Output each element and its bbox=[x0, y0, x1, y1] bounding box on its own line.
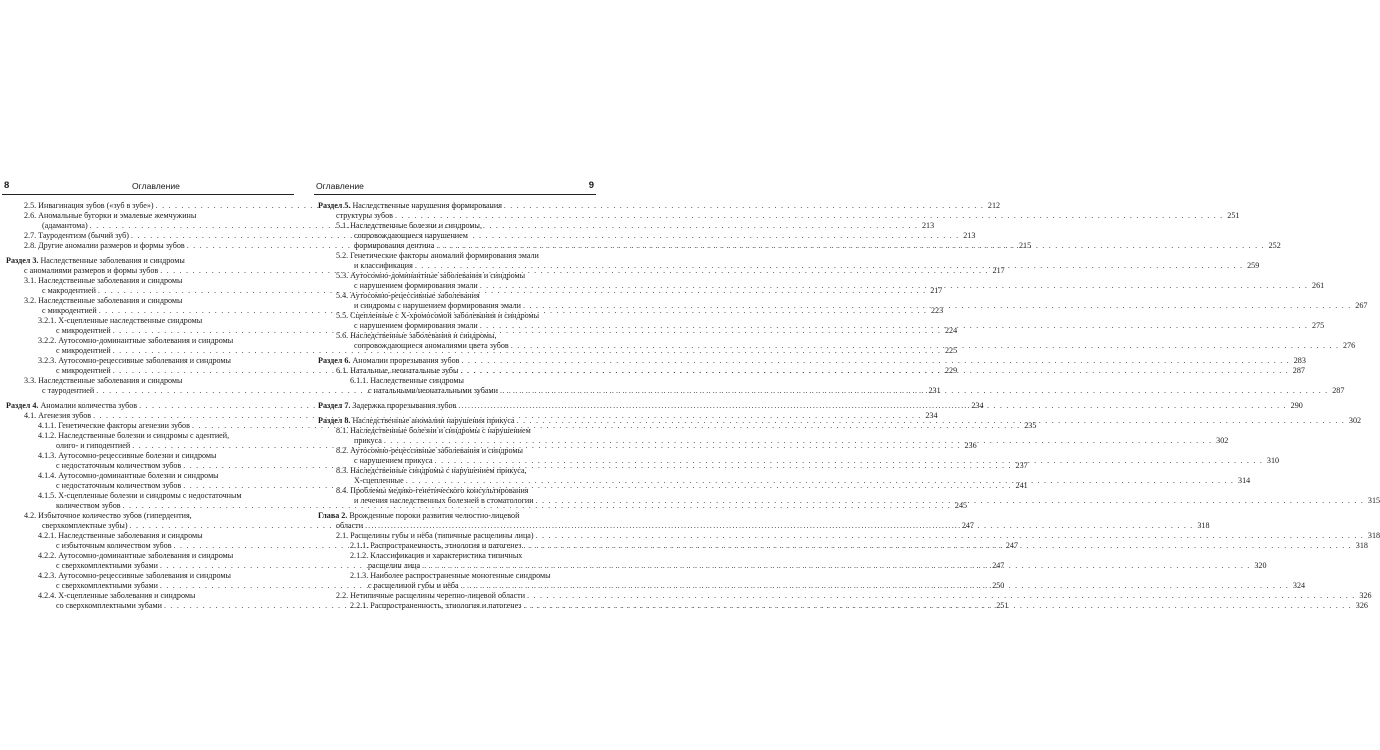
toc-entry-title: 4.2.2. Аутосомно-доминантные заболевания и синдромы bbox=[38, 551, 234, 560]
header-rule bbox=[2, 194, 294, 195]
dot-leader bbox=[527, 591, 1355, 601]
toc-entry-title: 4.1.3. Аутосомно-рецессивные болезни и синдромы bbox=[38, 451, 217, 460]
toc-page-number: 259 bbox=[1247, 261, 1260, 270]
toc-page-number: 324 bbox=[1292, 581, 1306, 590]
toc-page-number: 320 bbox=[1254, 561, 1267, 570]
toc-page-number: 261 bbox=[1312, 281, 1325, 290]
toc-page-number: 223 bbox=[931, 306, 944, 315]
toc-entry-title: 4.2.1. Наследственные заболевания и синдромы bbox=[38, 531, 203, 540]
toc-page-number: 250 bbox=[992, 581, 1005, 590]
dot-leader bbox=[406, 476, 1234, 486]
toc-page-number: 318 bbox=[1367, 531, 1380, 540]
toc-entry-title: олиго- и гиподентией bbox=[56, 441, 131, 450]
toc-page-number: 224 bbox=[945, 326, 958, 335]
toc-entry-title: Раздел 5. Наследственные нарушения формирования bbox=[318, 201, 502, 210]
toc-entry-line bbox=[2, 551, 294, 561]
toc-entry-title: 4.1.5. Х-сцепленные болезни и синдромы с недостаточным bbox=[38, 491, 242, 500]
toc-entry-title: 6.1. Натальные, неонатальные зубы bbox=[336, 366, 459, 375]
toc-entry-line bbox=[314, 311, 596, 321]
toc-entry-title: с микродентией bbox=[56, 346, 111, 355]
toc-page-number: 314 bbox=[1238, 476, 1251, 485]
toc-entry-line bbox=[2, 346, 958, 356]
toc-page-number: 241 bbox=[1015, 481, 1028, 490]
toc-entry-title: 2.1.2. Классификация и характеристика типичных bbox=[350, 551, 523, 560]
toc-entry-line bbox=[2, 451, 294, 461]
toc-entry-line bbox=[2, 531, 294, 541]
toc-entry-title: с недостаточным количеством зубов bbox=[56, 461, 182, 470]
toc-entry-title: сопровождающиеся аномалиями цвета зубов bbox=[354, 341, 509, 350]
toc-entry-line bbox=[2, 276, 294, 286]
dot-leader bbox=[384, 436, 1212, 446]
toc-entry-title: 8.2. Аутосомно-рецессивные заболевания и синдромы bbox=[336, 446, 523, 455]
dot-leader bbox=[461, 356, 1289, 366]
toc-entry-line bbox=[314, 466, 596, 476]
toc-entry-line bbox=[314, 531, 1380, 541]
toc-entry-title: 4.2.3. Аутосомно-рецессивные заболевания и синдромы bbox=[38, 571, 231, 580]
toc-entry-line bbox=[314, 376, 596, 386]
toc-entry-title: 2.8. Другие аномалии размеров и формы зубов bbox=[24, 241, 185, 250]
toc-page-number: 290 bbox=[1290, 401, 1303, 410]
header-rule bbox=[314, 194, 596, 195]
toc-page-number: 217 bbox=[930, 286, 943, 295]
toc-page-number: 326 bbox=[1359, 591, 1372, 600]
dot-leader bbox=[460, 366, 1288, 376]
toc-entry-title: 5.3. Аутосомно-доминантные заболевания и синдромы bbox=[336, 271, 526, 280]
toc-entry-title: с макродентией bbox=[42, 286, 96, 295]
toc-entry-title: 4.2.4. Х-сцепленные заболевания и синдромы bbox=[38, 591, 196, 600]
toc-entry-title: 8.4. Проблемы медико-генетического консультирования bbox=[336, 486, 529, 495]
toc-entry-line bbox=[314, 446, 596, 456]
toc-page-number: 276 bbox=[1343, 341, 1356, 350]
dot-leader bbox=[415, 261, 1243, 271]
toc-entry-title: Раздел 4. Аномалии количества зубов bbox=[6, 401, 138, 410]
toc-entry-line bbox=[314, 211, 1240, 221]
toc-entry-title: с нарушением формирования эмали bbox=[354, 321, 478, 330]
toc-entry-title: с сверхкомплектными зубами bbox=[56, 561, 158, 570]
toc-page-number: 302 bbox=[1216, 436, 1229, 445]
toc-entry-title: сверхкомплектные зубы) bbox=[42, 521, 128, 530]
toc-entry-title: с микродентией bbox=[42, 306, 97, 315]
toc-entry-title: с избыточным количеством зубов bbox=[56, 541, 172, 550]
page-number: 9 bbox=[588, 180, 594, 191]
toc-page-number: 315 bbox=[1367, 496, 1380, 505]
dot-leader bbox=[517, 416, 1345, 426]
toc-entry-title: количеством зубов bbox=[56, 501, 121, 510]
dot-leader bbox=[480, 321, 1308, 331]
toc-entry-title: 2.1.3. Наиболее распространенные моногенные синдромы bbox=[350, 571, 551, 580]
toc-entry-line bbox=[2, 356, 294, 366]
toc-entry-line bbox=[2, 571, 294, 581]
toc-entry-title: 3.3. Наследственные заболевания и синдромы bbox=[24, 376, 183, 385]
toc-entry-title: 3.2.3. Аутосомно-рецессивные заболевания и синдромы bbox=[38, 356, 231, 365]
toc-page-number: 247 bbox=[992, 561, 1005, 570]
toc-entry-line bbox=[2, 431, 294, 441]
toc-page-number: 237 bbox=[1015, 461, 1028, 470]
toc-entry-title: Раздел 3. Наследственные заболевания и синдромы bbox=[6, 256, 185, 265]
toc-entry-line bbox=[2, 501, 968, 511]
toc-entry-title: Глава 2. Врожденные пороки развития челюстно-лицевой bbox=[318, 511, 520, 520]
dot-leader bbox=[536, 496, 1364, 506]
running-head bbox=[2, 180, 294, 193]
toc-entry-title: с нарушением прикуса bbox=[354, 456, 433, 465]
toc-entry-title: с тауродентией bbox=[42, 386, 95, 395]
running-title: Оглавление bbox=[132, 181, 180, 191]
toc-entry-title: Раздел 7. Задержка прорезывания зубов bbox=[318, 401, 457, 410]
toc-entry-title: с нарушением формирования эмали bbox=[354, 281, 478, 290]
toc-entry-line bbox=[314, 221, 596, 231]
toc-page-number: 213 bbox=[963, 231, 976, 240]
toc-entry-line bbox=[314, 251, 596, 261]
toc-page-number: 229 bbox=[945, 366, 958, 375]
dot-leader bbox=[435, 456, 1263, 466]
toc-entry-line bbox=[2, 376, 294, 386]
dot-leader bbox=[536, 531, 1364, 541]
dot-leader bbox=[500, 386, 1328, 396]
toc-entry-title: формирования дентина bbox=[354, 241, 435, 250]
toc-entry-title: и лечения наследственных болезней в стоматологии bbox=[354, 496, 534, 505]
toc-entry-title: Раздел 6. Аномалии прорезывания зубов bbox=[318, 356, 460, 365]
toc-entry-line bbox=[314, 511, 596, 521]
toc-entry-title: 3.2.2. Аутосомно-доминантные заболевания и синдромы bbox=[38, 336, 234, 345]
toc-entry-line bbox=[314, 271, 596, 281]
toc-entry-title: 5.4. Аутосомно-рецессивные заболевания bbox=[336, 291, 480, 300]
toc-page-number: 247 bbox=[961, 521, 974, 530]
toc-entry-title: структуры зубов bbox=[336, 211, 393, 220]
toc-entry-title: со сверхкомплектными зубами bbox=[56, 601, 162, 610]
toc-page-number: 236 bbox=[964, 441, 977, 450]
toc-entry-line bbox=[314, 201, 596, 211]
toc-entry-title: с микродентией bbox=[56, 326, 111, 335]
toc-page-number: 217 bbox=[992, 266, 1005, 275]
toc-entry-title: с аномалиями размеров и формы зубов bbox=[24, 266, 159, 275]
toc-page-number: 318 bbox=[1197, 521, 1210, 530]
toc-entry-title: 4.1.1. Генетические факторы агенезии зубов bbox=[38, 421, 190, 430]
toc-entry-title: сопровождающиеся нарушением bbox=[354, 231, 468, 240]
toc-page-number: 212 bbox=[987, 201, 1001, 210]
toc-page-number: 251 bbox=[1227, 211, 1240, 220]
toc-page-number: 252 bbox=[1268, 241, 1281, 250]
toc-entry-title: и классификация bbox=[354, 261, 413, 270]
running-title: Оглавление bbox=[316, 181, 364, 191]
dot-leader bbox=[523, 541, 1351, 551]
toc-entry-title: Раздел 8. Наследственные аномалии нарушения прикуса bbox=[318, 416, 515, 425]
toc-entry-title: 4.1. Агенезия зубов bbox=[24, 411, 92, 420]
running-head bbox=[314, 180, 596, 193]
toc-entry-line bbox=[2, 511, 294, 521]
toc-entry-title: и синдромы с нарушением формирования эмали bbox=[354, 301, 521, 310]
toc-entry-title: Х-сцепленные bbox=[354, 476, 404, 485]
toc-page-number: 267 bbox=[1355, 301, 1368, 310]
toc-entry-title: 2.2.1. Распространенность, этиология и патогенез bbox=[350, 601, 522, 610]
toc-entry-title: 8.1. Наследственные болезни и синдромы с нарушением bbox=[336, 426, 531, 435]
toc-page-number: 247 bbox=[1005, 541, 1018, 550]
toc-entry-line bbox=[314, 231, 596, 241]
toc-entry-line bbox=[2, 471, 294, 481]
toc-entry-title: 2.1. Расщелины губы и нёба (типичные расщелины лица) bbox=[336, 531, 534, 540]
toc-page-number: 318 bbox=[1355, 541, 1368, 550]
toc-entry bbox=[314, 531, 1380, 541]
dot-leader bbox=[523, 301, 1351, 311]
dot-leader bbox=[461, 581, 1289, 591]
toc-page-number: 283 bbox=[1293, 356, 1306, 365]
toc-entry-line bbox=[2, 336, 294, 346]
toc-entry-line bbox=[2, 491, 294, 501]
toc-entry-title: 2.7. Тауродентизм (бычий зуб) bbox=[24, 231, 129, 240]
toc-entry-line bbox=[314, 591, 1372, 601]
toc-entry-title: 4.1.2. Наследственные болезни и синдромы с адентией, bbox=[38, 431, 230, 440]
toc-page-number: 287 bbox=[1292, 366, 1305, 375]
dot-leader bbox=[365, 521, 1193, 531]
toc-entry-title: с сверхкомплектными зубами bbox=[56, 581, 158, 590]
toc-entry-title: с недостаточным количеством зубов bbox=[56, 481, 182, 490]
toc-page-number: 275 bbox=[1312, 321, 1325, 330]
toc-entry-title: 2.2. Нетипичные расщелины черепно-лицевой области bbox=[336, 591, 526, 600]
toc-page-number: 302 bbox=[1348, 416, 1362, 425]
dot-leader bbox=[523, 601, 1351, 611]
toc-entry-title: с микродентией bbox=[56, 366, 111, 375]
toc-entry-title: с натальными/неонатальными зубами bbox=[368, 386, 498, 395]
toc-entry-line bbox=[314, 331, 596, 341]
toc-entry-title: 5.2. Генетические факторы аномалий формирования эмали bbox=[336, 251, 539, 260]
toc-entry-title: 8.3. Наследственные синдромы с нарушением прикуса, bbox=[336, 466, 527, 475]
toc-page-number: 245 bbox=[954, 501, 968, 510]
toc-entry-title: 4.2. Избыточное количество зубов (гипердентия, bbox=[24, 511, 192, 520]
toc-entry-title: 5.6. Наследственные заболевания и синдромы, bbox=[336, 331, 497, 340]
toc-entry-title: с расщелиной губы и нёба bbox=[368, 581, 459, 590]
toc-entry-title: 2.5. Инвагинация зубов («зуб в зубе») bbox=[24, 201, 154, 210]
toc-page-number: 225 bbox=[945, 346, 958, 355]
toc-entry-line bbox=[314, 486, 596, 496]
toc-entry-title: 4.1.4. Аутосомно-доминантные болезни и синдромы bbox=[38, 471, 219, 480]
toc-entry-title: области bbox=[336, 521, 364, 530]
toc-entry-line bbox=[2, 591, 294, 601]
toc-entry-line bbox=[2, 256, 294, 266]
toc-entry-line bbox=[2, 211, 294, 221]
toc-page-number: 235 bbox=[1024, 421, 1037, 430]
toc-entry-line bbox=[314, 571, 596, 581]
toc-entry-title: 6.1.1. Наследственные синдромы bbox=[350, 376, 464, 385]
toc-page-number: 234 bbox=[925, 411, 938, 420]
toc-entry-title: 2.6. Аномальные бугорки и эмалевые жемчужины bbox=[24, 211, 197, 220]
dot-leader bbox=[395, 211, 1223, 221]
toc-page-number: 287 bbox=[1332, 386, 1345, 395]
toc-entry-title: 2.1.1. Распространенность, этиология и патогенез bbox=[350, 541, 522, 550]
dot-leader bbox=[422, 561, 1250, 571]
toc-entry-title: 3.2. Наследственные заболевания и синдромы bbox=[24, 296, 183, 305]
toc-page-number: 310 bbox=[1266, 456, 1280, 465]
toc-entry-title: прикуса bbox=[354, 436, 382, 445]
toc-entry-title: (адамантома) bbox=[42, 221, 88, 230]
toc-entry-line bbox=[2, 296, 294, 306]
dot-leader bbox=[511, 341, 1339, 351]
toc-entry bbox=[314, 591, 1372, 601]
toc-entry-line bbox=[2, 316, 294, 326]
toc-entry-title: 5.5. Сцепленные с Х-хромосомой заболевания и синдромы bbox=[336, 311, 540, 320]
toc-entry bbox=[314, 356, 1306, 366]
toc-page-number: 213 bbox=[921, 221, 935, 230]
toc-page-number: 251 bbox=[996, 601, 1009, 610]
toc-entry-title: 3.1. Наследственные заболевания и синдромы bbox=[24, 276, 183, 285]
toc-entry-title: расщелин лица bbox=[368, 561, 421, 570]
toc-page-number: 215 bbox=[1019, 241, 1032, 250]
toc-page-number: 326 bbox=[1355, 601, 1368, 610]
toc-entry-line bbox=[314, 291, 596, 301]
toc-page-number: 231 bbox=[928, 386, 941, 395]
toc-entry-line bbox=[314, 426, 596, 436]
page-number: 8 bbox=[4, 180, 10, 191]
toc-entry-title: 3.2.1. Х-сцепленные наследственные синдромы bbox=[38, 316, 203, 325]
toc-page-number: 234 bbox=[971, 401, 984, 410]
dot-leader bbox=[436, 241, 1264, 251]
toc-entry-line bbox=[314, 551, 596, 561]
dot-leader bbox=[458, 401, 1286, 411]
toc-entry-line bbox=[314, 356, 1306, 366]
toc-entry-title: 5.1. Наследственные болезни и синдромы, bbox=[336, 221, 482, 230]
dot-leader bbox=[480, 281, 1308, 291]
